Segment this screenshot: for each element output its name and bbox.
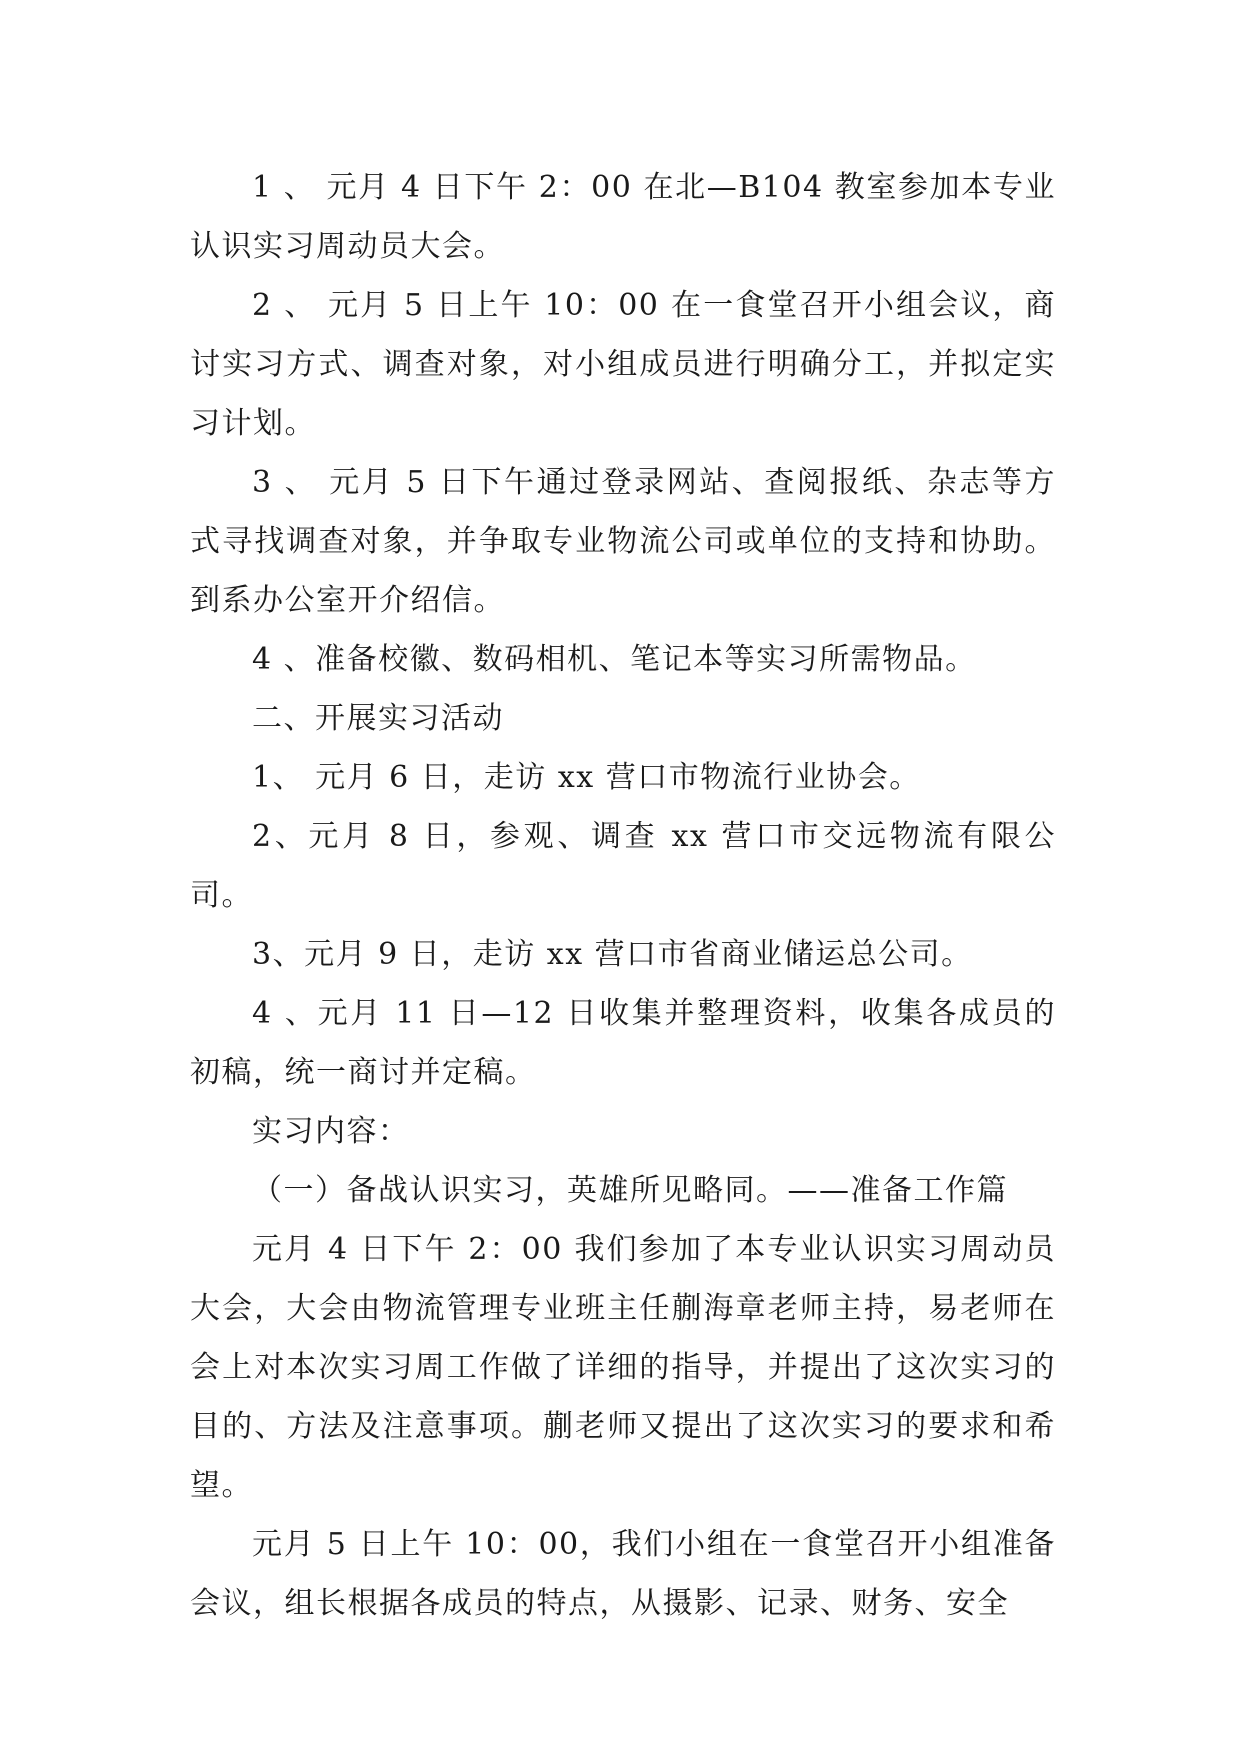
paragraph-prep-item-3: 3 、 元月 5 日下午通过登录网站、查阅报纸、杂志等方式寻找调查对象，并争取专业物流公司或单位的支持和协助。到系办公室开介绍信。 (190, 465, 1056, 618)
subsection-heading-preparation: （一）备战认识实习，英雄所见略同。——准备工作篇 (252, 1173, 1008, 1208)
paragraph-prep-item-1: 1 、 元月 4 日下午 2：00 在北—B104 教室参加本专业认识实习周动员大会。 (190, 170, 1056, 264)
paragraph-activity-4: 4 、元月 11 日—12 日收集并整理资料，收集各成员的初稿，统一商讨并定稿。 (190, 996, 1056, 1090)
paragraph-body-1: 元月 4 日下午 2：00 我们参加了本专业认识实习周动员大会，大会由物流管理专业班主任蒯海章老师主持，易老师在会上对本次实习周工作做了详细的指导，并提出了这次实习的目的、方法及注意事项。蒯老师又提出了这次实习的要求和希望。 (190, 1232, 1056, 1503)
section-heading-activities: 二、开展实习活动 (252, 701, 504, 736)
paragraph-activity-2: 2、元月 8 日，参观、调查 xx 营口市交远物流有限公司。 (190, 819, 1056, 913)
paragraph-activity-1: 1、 元月 6 日，走访 xx 营口市物流行业协会。 (252, 760, 921, 795)
paragraph-activity-3: 3、元月 9 日，走访 xx 营口市省商业储运总公司。 (252, 937, 973, 972)
section-heading-content: 实习内容： (252, 1114, 410, 1149)
paragraph-body-2: 元月 5 日上午 10：00，我们小组在一食堂召开小组准备会议，组长根据各成员的特点，从摄影、记录、财务、安全 (190, 1527, 1056, 1621)
paragraph-prep-item-4: 4 、准备校徽、数码相机、笔记本等实习所需物品。 (252, 642, 977, 677)
paragraph-prep-item-2: 2 、 元月 5 日上午 10：00 在一食堂召开小组会议，商讨实习方式、调查对象，对小组成员进行明确分工，并拟定实习计划。 (190, 288, 1056, 441)
document-body (190, 158, 1056, 1633)
